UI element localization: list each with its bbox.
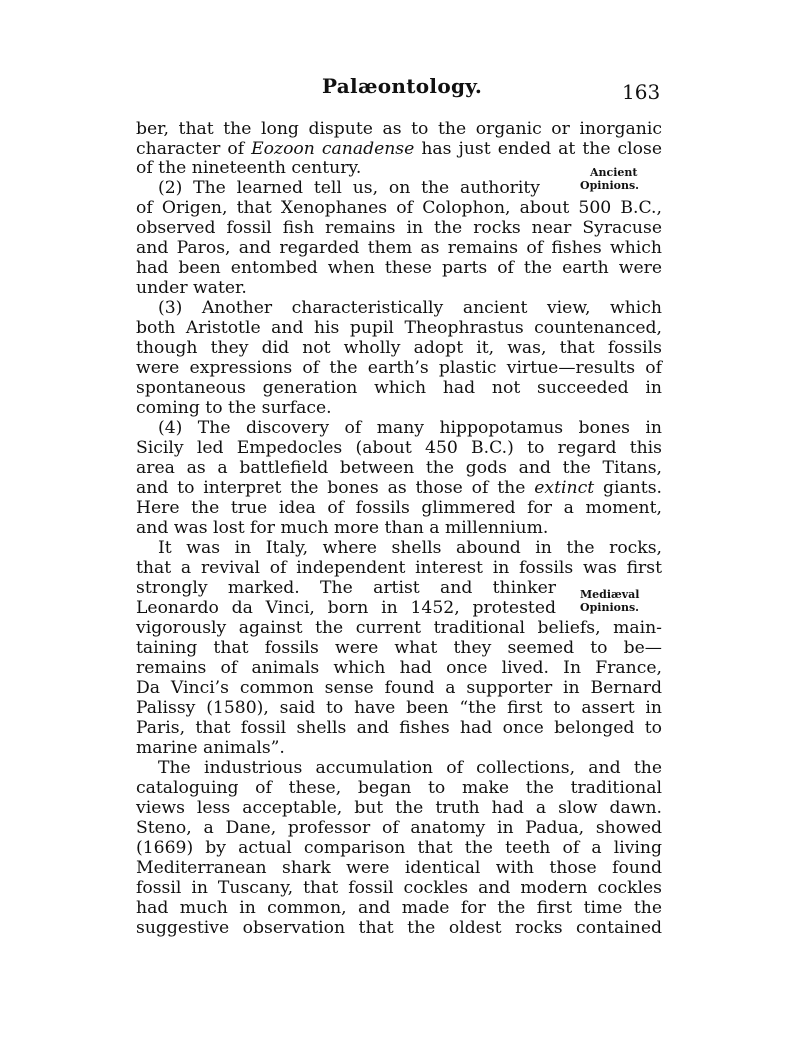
text-line: marine animals”. <box>136 738 285 758</box>
text-line: The industrious accumulation of collections, and the <box>158 758 662 778</box>
italic-term: extinct <box>534 478 595 498</box>
text-line: Palissy (1580), said to have been “the first to assert in <box>136 698 662 718</box>
text-line: of the nineteenth century. <box>136 158 362 178</box>
text-line: coming to the surface. <box>136 398 332 418</box>
text-line: ber, that the long dispute as to the organic or inorganic <box>136 119 662 139</box>
text-line: suggestive observation that the oldest rocks contained <box>136 918 662 938</box>
text-line: Paris, that fossil shells and fishes had once belonged to <box>136 718 662 738</box>
text-line: taining that fossils were what they seemed to be— <box>136 638 662 658</box>
text-line: strongly marked. The artist and thinker <box>136 578 556 598</box>
text-line: Here the true idea of fossils glimmered for a moment, <box>136 498 662 518</box>
text-line: Steno, a Dane, professor of anatomy in Padua, showed <box>136 818 662 838</box>
running-title: Palæontology. <box>322 74 483 98</box>
margin-note-line: Opinions. <box>580 601 639 614</box>
text-line: (1669) by actual comparison that the teeth of a living <box>136 838 662 858</box>
text-line: spontaneous generation which had not succeeded in <box>136 378 662 398</box>
text-line: (3) Another characteristically ancient view, which <box>158 298 662 318</box>
text-line: both Aristotle and his pupil Theophrastus countenanced, <box>136 318 662 338</box>
text-line: though they did not wholly adopt it, was, that fossils <box>136 338 662 358</box>
margin-note-mediaeval <box>580 588 662 614</box>
text-line: observed fossil fish remains in the rocks near Syracuse <box>136 218 662 238</box>
text-line: vigorously against the current traditional beliefs, main- <box>136 618 662 638</box>
text-line: Sicily led Empedocles (about 450 B.C.) to regard this <box>136 438 662 458</box>
text-line: had been entombed when these parts of the earth were <box>136 258 662 278</box>
text-line: that a revival of independent interest in fossils was first <box>136 558 662 578</box>
page-number: 163 <box>622 80 661 104</box>
text-line: fossil in Tuscany, that fossil cockles and modern cockles <box>136 878 662 898</box>
text-line: views less acceptable, but the truth had a slow dawn. <box>136 798 662 818</box>
text-line: and Paros, and regarded them as remains of fishes which <box>136 238 662 258</box>
margin-note-line: Ancient <box>590 166 638 179</box>
italic-term: Eozoon canadense <box>251 139 415 159</box>
text-line: It was in Italy, where shells abound in the rocks, <box>158 538 662 558</box>
text-line: had much in common, and made for the first time the <box>136 898 662 918</box>
text-line: character of Eozoon canadense has just ended at the close <box>136 139 662 159</box>
text-line: remains of animals which had once lived. In France, <box>136 658 662 678</box>
text-line: were expressions of the earth’s plastic virtue—results of <box>136 358 662 378</box>
margin-note-line: Opinions. <box>580 179 639 192</box>
text-line: (2) The learned tell us, on the authority <box>158 178 540 198</box>
text-line: of Origen, that Xenophanes of Colophon, about 500 B.C., <box>136 198 662 218</box>
text-line: and was lost for much more than a millennium. <box>136 518 549 538</box>
text-line: cataloguing of these, began to make the traditional <box>136 778 662 798</box>
text-line: Leonardo da Vinci, born in 1452, protested <box>136 598 556 618</box>
text-line: Mediterranean shark were identical with those found <box>136 858 662 878</box>
margin-note-line: Mediæval <box>580 588 640 601</box>
text-line: Da Vinci’s common sense found a supporter in Bernard <box>136 678 662 698</box>
text-line: area as a battlefield between the gods and the Titans, <box>136 458 662 478</box>
text-line: under water. <box>136 278 247 298</box>
text-line: and to interpret the bones as those of the extinct giants. <box>136 478 662 498</box>
text-line: (4) The discovery of many hippopotamus bones in <box>158 418 662 438</box>
